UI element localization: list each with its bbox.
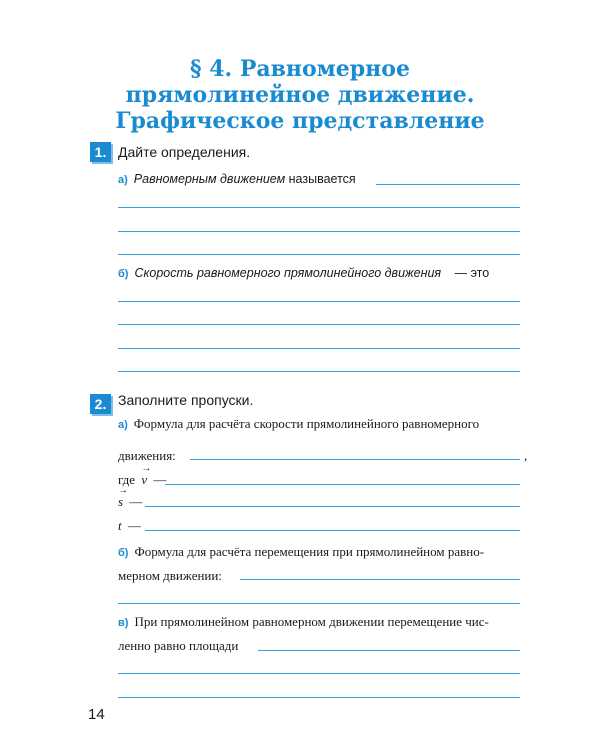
v-dash: — (153, 472, 167, 487)
title-line-2: прямолинейное движение. (125, 82, 475, 108)
task-1b-text (118, 266, 489, 280)
task-2a-text-1: Формула для расчёта скорости прямолинейного равномерного (133, 416, 480, 431)
task-2b-label: б) (118, 547, 129, 559)
answer-line-2b-2[interactable] (118, 603, 520, 604)
task-2a-s (118, 485, 143, 510)
vector-arrow-icon: → (141, 463, 152, 474)
task-1-number: 1. (90, 142, 111, 162)
task-2c-line-1 (118, 614, 489, 630)
task-2a-comma: , (524, 448, 528, 463)
answer-line-2c-3[interactable] (118, 697, 520, 698)
task-2-heading: Заполните пропуски. (118, 392, 254, 408)
task-2b-line-2: мерном движении: (118, 568, 222, 583)
task-2-number: 2. (90, 394, 111, 414)
answer-line-2a-s[interactable] (145, 506, 520, 507)
t-dash: — (127, 518, 141, 533)
task-2a-line-2: движения: (118, 448, 176, 463)
task-2c-label: в) (118, 617, 129, 629)
answer-line-1a-0[interactable] (376, 184, 520, 185)
answer-line-2a-v[interactable] (165, 484, 520, 485)
answer-line-1b-3[interactable] (118, 348, 520, 349)
vector-arrow-icon: → (118, 485, 128, 496)
v-symbol-letter: v (141, 472, 148, 487)
s-symbol-letter: s (118, 494, 124, 509)
title-line-1: § 4. Равномерное (190, 56, 410, 82)
answer-line-1b-1[interactable] (118, 301, 520, 302)
v-vector-symbol (141, 463, 152, 487)
page-number: 14 (88, 706, 105, 723)
where-word: где (118, 472, 136, 487)
answer-line-1a-2[interactable] (118, 231, 520, 232)
task-2c-text-1: При прямолинейном равномерном движении перемещение чис- (134, 614, 489, 629)
task-1a-text (118, 172, 356, 186)
page-title (0, 56, 600, 134)
task-1-heading: Дайте определения. (118, 144, 251, 160)
t-symbol: t (118, 518, 122, 533)
task-2b-line-1 (118, 544, 484, 560)
answer-line-2c-2[interactable] (118, 673, 520, 674)
task-1a-label: а) (118, 174, 128, 186)
task-2b-text-1: Формула для расчёта перемещения при прямолинейном равно- (134, 544, 485, 559)
task-2c-line-2: ленно равно площади (118, 638, 239, 653)
task-1a-term: Равномерным движением (133, 172, 286, 186)
s-vector-symbol (118, 485, 128, 509)
s-dash: — (129, 494, 143, 509)
answer-line-2b-formula[interactable] (240, 579, 520, 580)
answer-line-1b-2[interactable] (118, 324, 520, 325)
answer-line-2a-t[interactable] (145, 530, 520, 531)
task-1b-term: Скорость равномерного прямолинейного движения (134, 266, 442, 280)
answer-line-1a-3[interactable] (118, 254, 520, 255)
answer-line-2a-formula[interactable] (190, 459, 520, 460)
answer-line-1a-1[interactable] (118, 207, 520, 208)
answer-line-1b-4[interactable] (118, 371, 520, 372)
task-2a-label: а) (118, 419, 128, 431)
answer-line-2c-1[interactable] (258, 650, 520, 651)
task-2a-t (118, 518, 141, 534)
task-1a-rest: называется (288, 172, 356, 186)
task-1b-label: б) (118, 268, 129, 280)
task-2a-line-1 (118, 416, 479, 432)
title-line-3: Графическое представление (115, 108, 485, 134)
task-1b-rest: — это (454, 266, 490, 280)
